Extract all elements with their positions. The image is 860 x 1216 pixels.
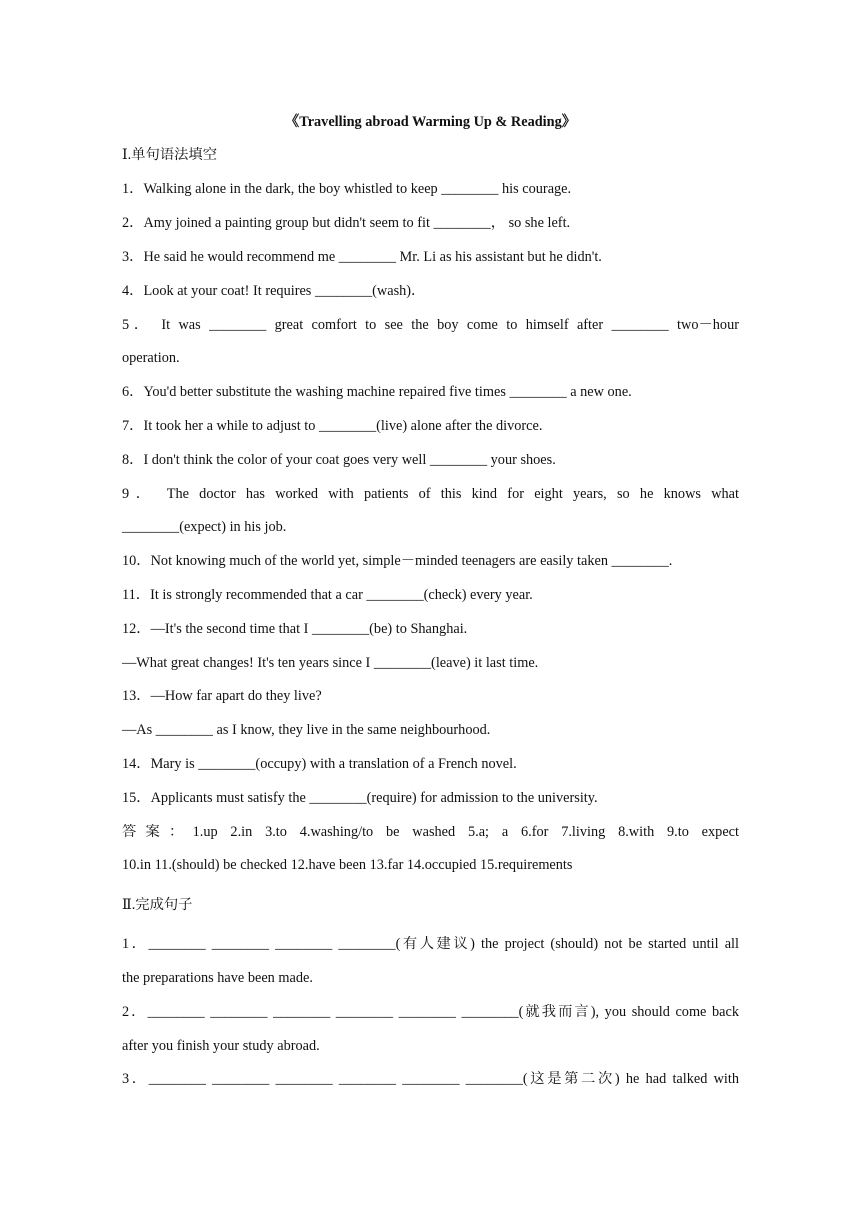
exercise-line-6: 6．You'd better substitute the washing machine repaired five times ________ a new one. <box>122 384 632 400</box>
exercise-line-14: 14．Mary is ________(occupy) with a translation of a French novel. <box>122 756 517 772</box>
translation-line-1: 1．________ ________ ________ ________(有人建议) the project (should) not be started until all <box>122 936 739 952</box>
section-1-heading: Ⅰ.单句语法填空 <box>122 147 218 163</box>
exercise-line-12-reply: —What great changes! It's ten years since I ________(leave) it last time. <box>122 655 539 671</box>
exercise-line-7: 7．It took her a while to adjust to ________(live) alone after the divorce. <box>122 418 543 434</box>
exercise-line-15: 15．Applicants must satisfy the ________(require) for admission to the university. <box>122 790 598 806</box>
translation-line-3: 3．________ ________ ________ ________ ________ ________(这是第二次) he had talked with <box>122 1071 739 1087</box>
exercise-line-8: 8．I don't think the color of your coat goes very well ________ your shoes. <box>122 452 556 468</box>
answer-key-line-1: 答案：1.up 2.in 3.to 4.washing/to be washed 5.a; a 6.for 7.living 8.with 9.to expect <box>122 824 739 840</box>
exercise-line-10: 10．Not knowing much of the world yet, simple－minded teenagers are easily taken ________. <box>122 553 673 569</box>
translation-line-2: 2．________ ________ ________ ________ ________ ________(就我而言), you should come back <box>122 1004 739 1020</box>
exercise-line-9-cont: ________(expect) in his job. <box>122 519 287 535</box>
exercise-line-9: 9． The doctor has worked with patients of this kind for eight years, so he knows what <box>122 486 739 502</box>
exercise-line-5: 5． It was ________ great comfort to see the boy come to himself after ________ two－hour <box>122 317 739 333</box>
exercise-line-2: 2．Amy joined a painting group but didn't seem to fit ________， so she left. <box>122 215 571 231</box>
exercise-line-13-reply: —As ________ as I know, they live in the same neighbourhood. <box>122 722 491 738</box>
exercise-line-11: 11．It is strongly recommended that a car ________(check) every year. <box>122 587 533 603</box>
section-2-heading: Ⅱ.完成句子 <box>122 897 193 913</box>
exercise-line-13: 13．—How far apart do they live? <box>122 688 322 704</box>
translation-line-2-cont: after you finish your study abroad. <box>122 1038 320 1054</box>
exercise-line-4: 4．Look at your coat! It requires ________(wash)． <box>122 283 426 299</box>
exercise-line-12: 12．—It's the second time that I ________(be) to Shanghai. <box>122 621 468 637</box>
exercise-line-1: 1．Walking alone in the dark, the boy whistled to keep ________ his courage. <box>122 181 572 197</box>
exercise-line-5-cont: operation. <box>122 350 180 366</box>
document-title: 《Travelling abroad Warming Up & Reading》 <box>284 114 577 130</box>
answer-key-line-2: 10.in 11.(should) be checked 12.have been 13.far 14.occupied 15.requirements <box>122 857 573 873</box>
translation-line-1-cont: the preparations have been made. <box>122 970 313 986</box>
exercise-line-3: 3．He said he would recommend me ________ Mr. Li as his assistant but he didn't. <box>122 249 602 265</box>
